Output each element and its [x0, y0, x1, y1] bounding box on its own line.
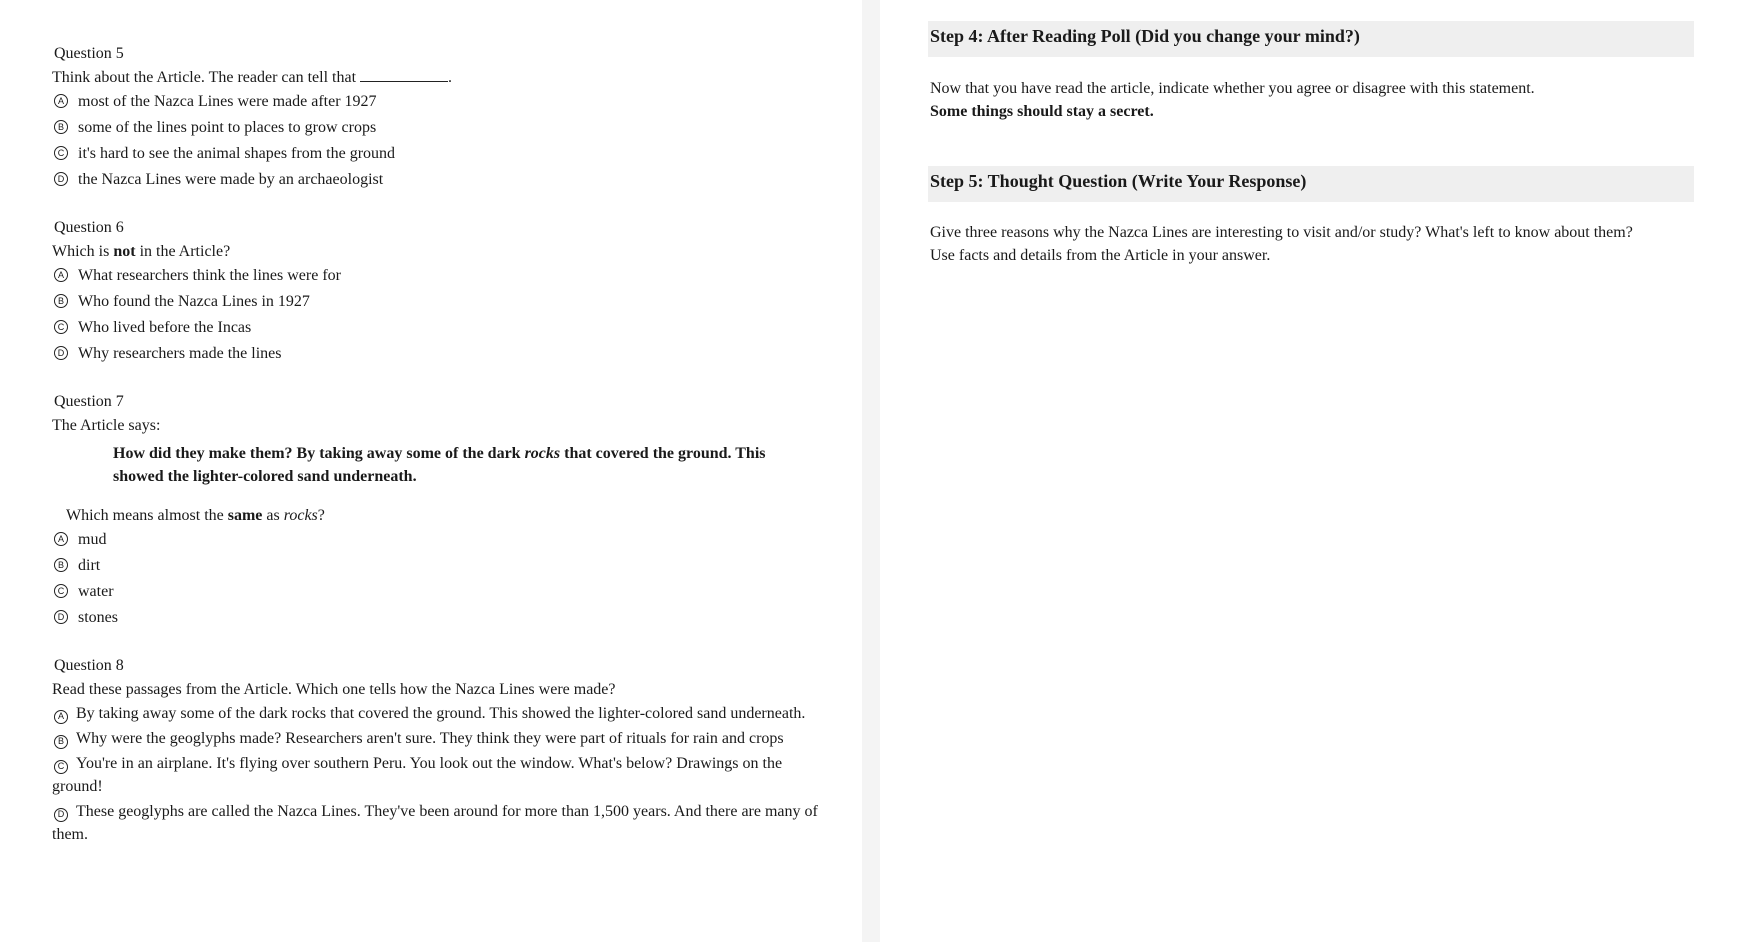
answer-option-a[interactable] [52, 528, 832, 554]
question-8 [52, 654, 832, 848]
option-text: What researchers think the lines were for [78, 267, 341, 284]
answer-option-b[interactable] [52, 554, 832, 580]
option-text: some of the lines point to places to grow crops [78, 119, 377, 136]
option-b-circle-icon: B [54, 735, 68, 749]
option-text: These geoglyphs are called the Nazca Lines. They've been around for more than 1,500 years. And there are many of them. [52, 803, 818, 843]
answer-option-d[interactable] [52, 800, 832, 846]
step-4-body [930, 77, 1710, 123]
question-stem: Read these passages from the Article. Which one tells how the Nazca Lines were made? [52, 681, 616, 698]
poll-statement: Some things should stay a secret. [930, 103, 1154, 120]
option-c-circle-icon: C [54, 584, 68, 598]
option-a-circle-icon: A [54, 268, 68, 282]
step-5-body [930, 221, 1710, 267]
answer-blank [360, 67, 448, 82]
option-c-circle-icon: C [54, 320, 68, 334]
option-d-circle-icon: D [54, 610, 68, 624]
option-text: it's hard to see the animal shapes from the ground [78, 145, 396, 162]
option-text: Who lived before the Incas [78, 319, 252, 336]
option-text: You're in an airplane. It's flying over southern Peru. You look out the window. What's below? Drawings on the ground! [52, 755, 783, 795]
answer-option-b[interactable] [52, 116, 832, 142]
answer-option-c[interactable] [52, 316, 832, 342]
question-number: Question 7 [54, 393, 124, 410]
answer-option-b[interactable] [52, 290, 832, 316]
option-a-circle-icon: A [54, 710, 68, 724]
question-stem: The Article says: [52, 417, 161, 434]
question-7 [52, 390, 832, 632]
question-subprompt: Which means almost the same as rocks? [66, 507, 325, 524]
option-b-circle-icon: B [54, 558, 68, 572]
step-5-prompt: Give three reasons why the Nazca Lines are interesting to visit and/or study? What's left to know about them? [930, 224, 1633, 241]
step-5-heading: Step 5: Thought Question (Write Your Response) [928, 166, 1694, 202]
answer-option-a[interactable] [52, 264, 832, 290]
question-stem: Think about the Article. The reader can tell that . [52, 69, 453, 86]
question-6 [52, 216, 832, 368]
option-text: Who found the Nazca Lines in 1927 [78, 293, 310, 310]
answer-option-a[interactable] [52, 702, 832, 725]
question-number: Question 5 [54, 45, 124, 62]
option-a-circle-icon: A [54, 532, 68, 546]
option-c-circle-icon: C [54, 760, 68, 774]
answer-option-c[interactable] [52, 580, 832, 606]
option-text: Why researchers made the lines [78, 345, 282, 362]
answer-option-d[interactable] [52, 342, 832, 368]
option-d-circle-icon: D [54, 172, 68, 186]
option-text: mud [78, 531, 107, 548]
option-d-circle-icon: D [54, 346, 68, 360]
question-stem: Which is not in the Article? [52, 243, 231, 260]
option-text: the Nazca Lines were made by an archaeologist [78, 171, 384, 188]
answer-option-c[interactable] [52, 142, 832, 168]
answer-option-a[interactable] [52, 90, 832, 116]
option-text: most of the Nazca Lines were made after 1927 [78, 93, 377, 110]
answer-option-c[interactable] [52, 752, 832, 798]
option-c-circle-icon: C [54, 146, 68, 160]
right-page [880, 0, 1740, 942]
option-b-circle-icon: B [54, 294, 68, 308]
step-4-heading: Step 4: After Reading Poll (Did you change your mind?) [928, 21, 1694, 57]
question-number: Question 8 [54, 657, 124, 674]
option-b-circle-icon: B [54, 120, 68, 134]
question-number: Question 6 [54, 219, 124, 236]
option-text: water [78, 583, 114, 600]
option-text: stones [78, 609, 118, 626]
option-text: dirt [78, 557, 101, 574]
step-4-instruction: Now that you have read the article, indicate whether you agree or disagree with this statement. [930, 80, 1535, 97]
article-quote: How did they make them? By taking away some of the dark rocks that covered the ground. This showed the lighter-colored sand underneath. [113, 445, 766, 485]
step-5-instruction: Use facts and details from the Article in your answer. [930, 247, 1271, 264]
page-gutter [862, 0, 880, 942]
answer-option-d[interactable] [52, 606, 832, 632]
option-text: By taking away some of the dark rocks that covered the ground. This showed the lighter-colored sand underneath. [76, 705, 806, 722]
answer-option-b[interactable] [52, 727, 832, 750]
answer-option-d[interactable] [52, 168, 832, 194]
option-d-circle-icon: D [54, 808, 68, 822]
option-text: Why were the geoglyphs made? Researchers aren't sure. They think they were part of rituals for rain and crops [76, 730, 784, 747]
question-5 [52, 42, 832, 194]
option-a-circle-icon: A [54, 94, 68, 108]
